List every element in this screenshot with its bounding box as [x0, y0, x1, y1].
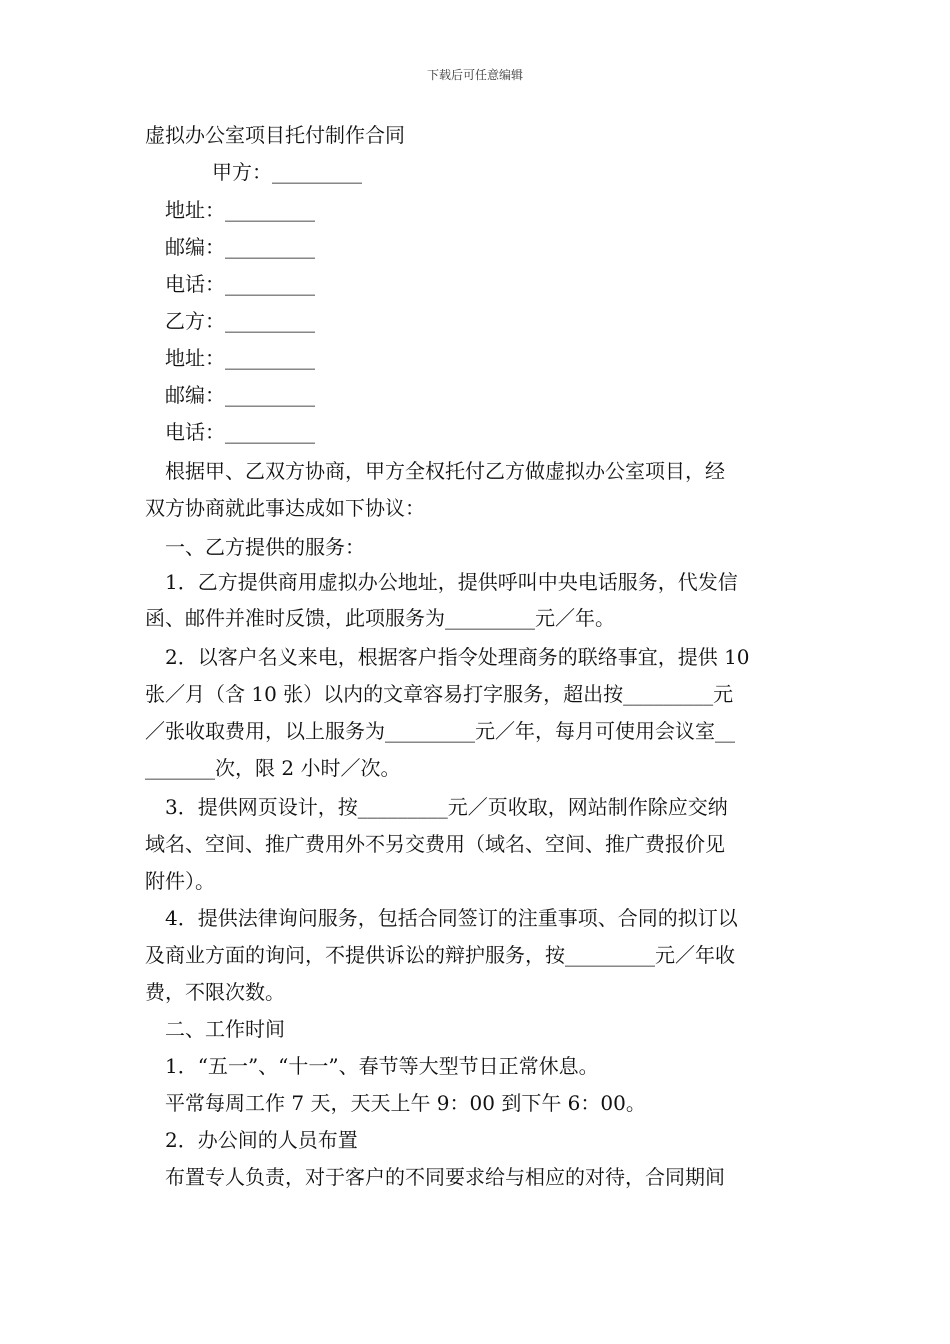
- item-1-line-2: 函、邮件并准时反馈，此项服务为_________元／年。: [145, 606, 615, 630]
- intro-line-1: 根据甲、乙双方协商，甲方全权托付乙方做虚拟办公室项目，经: [165, 459, 725, 483]
- document-title: 虚拟办公室项目托付制作合同: [145, 123, 405, 147]
- section-2-item-1-detail: 平常每周工作 7 天，天天上午 9：00 到下午 6：00。: [165, 1091, 646, 1115]
- item-3-line-2: 域名、空间、推广费用外不另交费用（域名、空间、推广费报价见: [145, 832, 725, 856]
- item-3-line-1: 3．提供网页设计，按_________元／页收取，网站制作除应交纳: [165, 795, 728, 819]
- party-b: 乙方：_________: [165, 309, 315, 333]
- party-b-address: 地址：_________: [165, 346, 315, 370]
- section-2-item-1: 1．“五一”、“十一”、春节等大型节日正常休息。: [165, 1054, 599, 1078]
- item-2-line-1: 2．以客户名义来电，根据客户指令处理商务的联络事宜，提供 10: [165, 645, 750, 669]
- party-b-phone: 电话：_________: [165, 420, 315, 444]
- party-a-address: 地址：_________: [165, 198, 315, 222]
- party-a: 甲方：_________: [212, 160, 362, 184]
- item-2-line-3: ／张收取费用，以上服务为_________元／年，每月可使用会议室__: [145, 719, 735, 743]
- party-b-postcode: 邮编：_________: [165, 383, 315, 407]
- intro-line-2: 双方协商就此事达成如下协议：: [145, 496, 425, 520]
- party-a-phone: 电话：_________: [165, 272, 315, 296]
- section-2-item-2: 2．办公间的人员布置: [165, 1128, 358, 1152]
- item-2-line-2: 张／月（含 10 张）以内的文章容易打字服务，超出按_________元: [145, 682, 734, 706]
- section-2-item-2-detail: 布置专人负责，对于客户的不同要求给与相应的对待，合同期间: [165, 1165, 725, 1189]
- item-3-line-3: 附件）。: [145, 869, 215, 893]
- page-header: 下载后可任意编辑: [426, 68, 523, 82]
- item-2-line-4: _______次，限 2 小时／次。: [145, 756, 401, 780]
- section-1-heading: 一、乙方提供的服务：: [165, 535, 365, 559]
- party-a-postcode: 邮编：_________: [165, 235, 315, 259]
- item-4-line-2: 及商业方面的询问，不提供诉讼的辩护服务，按_________元／年收: [145, 943, 735, 967]
- section-2-heading: 二、工作时间: [165, 1017, 285, 1041]
- item-4-line-1: 4．提供法律询问服务，包括合同签订的注重事项、合同的拟订以: [165, 906, 738, 930]
- item-4-line-3: 费，不限次数。: [145, 980, 285, 1004]
- item-1-line-1: 1．乙方提供商用虚拟办公地址，提供呼叫中央电话服务，代发信: [165, 570, 738, 594]
